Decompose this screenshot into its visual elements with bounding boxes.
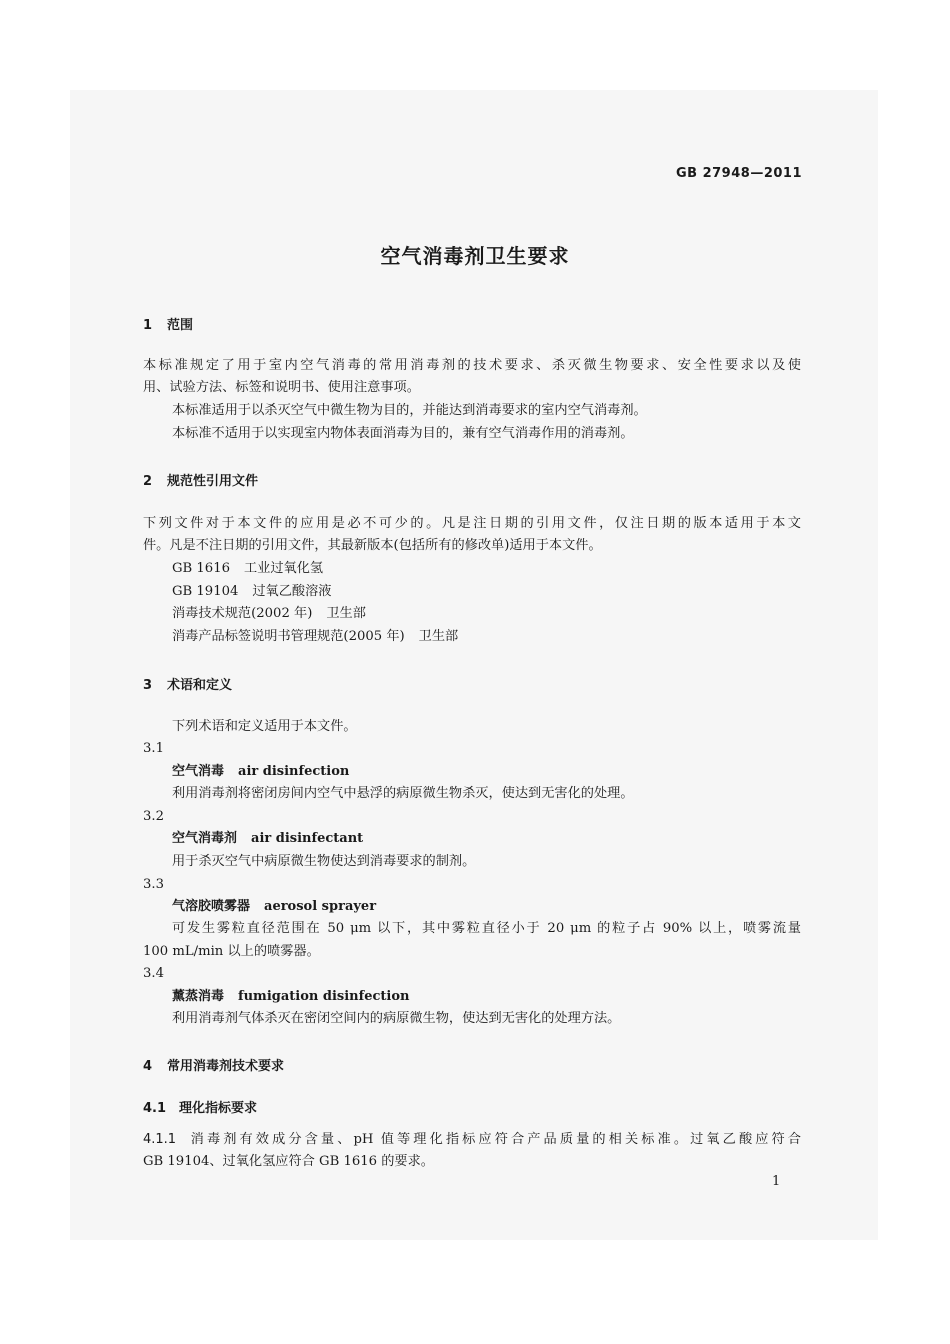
section-1-p2: 本标准适用于以杀灭空气中微生物为目的，并能达到消毒要求的室内空气消毒剂。 [172,403,647,418]
section-4-1-number: 4.1 [143,1101,167,1116]
term-definition: 可发生雾粒直径范围在 50 μm 以下，其中雾粒直径小于 20 μm 的粒子占 90% 以上，喷雾流量 [172,921,801,936]
section-1-p3: 本标准不适用于以实现室内物体表面消毒为目的，兼有空气消毒作用的消毒剂。 [172,426,634,441]
section-2-title: 规范性引用文件 [167,474,259,489]
reference-item [172,581,332,603]
reference-item [172,626,458,648]
section-3-intro: 下列术语和定义适用于本文件。 [172,719,357,734]
term-number: 3.3 [143,877,164,892]
term-number: 3.1 [143,741,164,756]
clause-text: 消毒剂有效成分含量、pH 值等理化指标应符合产品质量的相关标准。过氧乙酸应符合 [190,1132,801,1147]
reference-code: GB 19104 [172,584,239,599]
reference-name: 工业过氧化氢 [243,561,324,576]
term-title [172,828,363,850]
term-chinese: 空气消毒剂 [172,831,238,846]
reference-code: GB 1616 [172,561,230,576]
section-1-p1-line1: 本标准规定了用于室内空气消毒的常用消毒剂的技术要求、杀灭微生物要求、安全性要求以及使 [143,358,801,373]
reference-name: 卫生部 [418,629,459,644]
reference-item [172,603,366,625]
term-english: air disinfectant [251,831,364,846]
clause-4-1-1-line1 [143,1129,801,1151]
reference-code: 消毒技术规范(2002 年) [172,606,313,621]
document-title: 空气消毒剂卫生要求 [380,244,570,268]
section-4-1-title: 理化指标要求 [179,1101,258,1116]
section-1-title: 范围 [167,318,194,333]
section-2-p1-line2: 件。凡是不注日期的引用文件，其最新版本(包括所有的修改单)适用于本文件。 [143,538,602,553]
reference-item [172,558,323,580]
term-title [172,896,376,918]
section-2-heading [143,470,258,489]
term-definition: 利用消毒剂将密闭房间内空气中悬浮的病原微生物杀灭，使达到无害化的处理。 [172,786,634,801]
term-english: aerosol sprayer [264,899,377,914]
section-1-heading [143,314,193,333]
term-english: fumigation disinfection [238,989,410,1004]
term-number: 3.2 [143,809,164,824]
section-3-title: 术语和定义 [167,678,233,693]
term-definition: 利用消毒剂气体杀灭在密闭空间内的病原微生物，使达到无害化的处理方法。 [172,1011,621,1026]
section-2-number: 2 [143,474,153,489]
clause-number: 4.1.1 [143,1132,177,1147]
clause-4-1-1-line2: GB 19104、过氧化氢应符合 GB 1616 的要求。 [143,1154,434,1169]
term-english: air disinfection [238,764,350,779]
section-3-number: 3 [143,678,153,693]
section-1-p1-line2: 用、试验方法、标签和说明书、使用注意事项。 [143,380,420,395]
term-definition: 用于杀灭空气中病原微生物使达到消毒要求的制剂。 [172,854,476,869]
section-1-number: 1 [143,318,153,333]
term-chinese: 薰蒸消毒 [172,989,225,1004]
term-number: 3.4 [143,966,164,981]
section-4-number: 4 [143,1059,153,1074]
reference-name: 过氧乙酸溶液 [252,584,332,599]
term-title [172,986,409,1008]
term-title [172,761,349,783]
term-definition-cont: 100 mL/min 以上的喷雾器。 [143,944,320,959]
reference-name: 卫生部 [326,606,366,621]
section-2-p1-line1: 下列文件对于本文件的应用是必不可少的。凡是注日期的引用文件，仅注日期的版本适用于本文 [143,516,801,531]
standard-code: GB 27948—2011 [675,166,802,181]
section-3-heading [143,674,232,693]
section-4-1-heading [143,1097,257,1116]
page-number: 1 [772,1174,781,1189]
term-chinese: 空气消毒 [172,764,225,779]
section-4-heading [143,1055,284,1074]
reference-code: 消毒产品标签说明书管理规范(2005 年) [172,629,405,644]
section-4-title: 常用消毒剂技术要求 [167,1059,285,1074]
term-chinese: 气溶胶喷雾器 [172,899,251,914]
